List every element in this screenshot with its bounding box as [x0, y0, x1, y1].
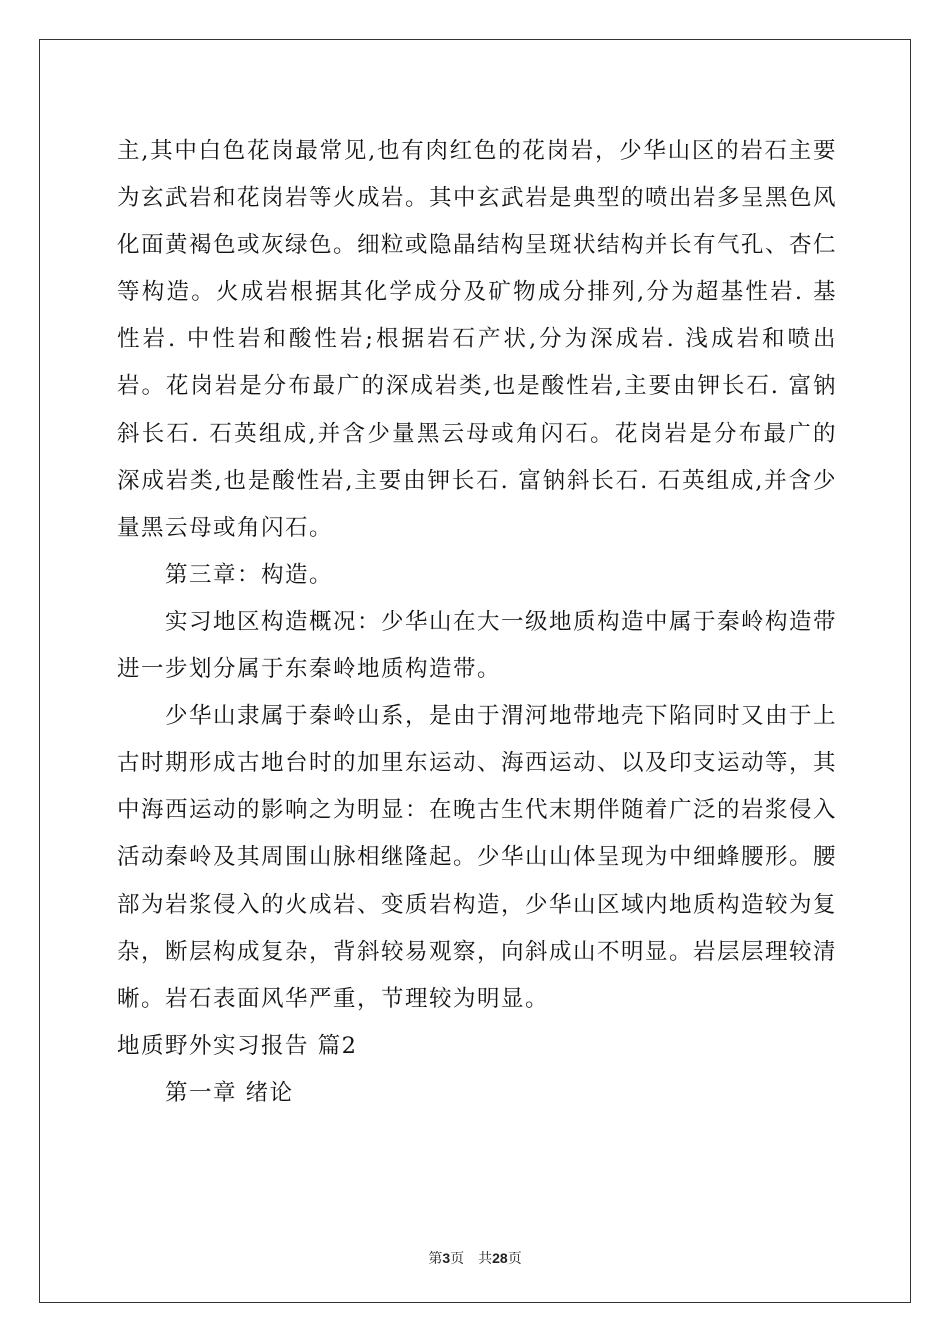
chapter-one-heading: 第一章 绪论	[165, 1079, 294, 1106]
footer-page-mid: 页 共	[450, 1251, 493, 1267]
footer-page-suffix: 页	[507, 1251, 522, 1267]
footer-page-current: 3	[442, 1250, 451, 1266]
paragraph-shaohua-mountain: 少华山隶属于秦岭山系，是由于渭河地带地壳下陷同时又由于上古时期形成古地台时的加里东运动、海西运动、以及印支运动等，其中海西运动的影响之为明显：在晚古生代末期伴随着广泛的岩浆侵入活动秦岭及其周围山脉相继隆起。少华山山体呈现为中细蜂腰形。腰部为岩浆侵入的火成岩、变质岩构造，少华山区域内地质构造较为复杂，断层构成复杂，背斜较易观察，向斜成山不明显。岩层层理较清晰。岩石表面风华严重，节理较为明显。	[117, 703, 838, 1012]
footer-page-prefix: 第	[428, 1251, 443, 1267]
document-body	[117, 128, 837, 1117]
report-section-title: 地质野外实习报告 篇2	[117, 1032, 358, 1059]
chapter-three-heading: 第三章：构造。	[165, 561, 334, 588]
paragraph-structure-overview: 实习地区构造概况：少华山在大一级地质构造中属于秦岭构造带进一步划分属于东秦岭地质构造带。	[117, 608, 838, 683]
page-footer	[0, 1248, 950, 1268]
footer-page-total: 28	[492, 1250, 508, 1266]
paragraph-rock-types: 主,其中白色花岗最常见,也有肉红色的花岗岩，少华山区的岩石主要为玄武岩和花岗岩等火成岩。其中玄武岩是典型的喷出岩多呈黑色风化面黄褐色或灰绿色。细粒或隐晶结构呈斑状结构并长有气孔、杏仁等构造。火成岩根据其化学成分及矿物成分排列,分为超基性岩. 基性岩. 中性岩和酸性岩;根据岩石产状,分为深成岩. 浅成岩和喷出岩。花岗岩是分布最广的深成岩类,也是酸性岩,主要由钾长石. 富钠斜长石. 石英组成,并含少量黑云母或角闪石。花岗岩是分布最广的深成岩类,也是酸性岩,主要由钾长石. 富钠斜长石. 石英组成,并含少量黑云母或角闪石。	[117, 138, 838, 541]
